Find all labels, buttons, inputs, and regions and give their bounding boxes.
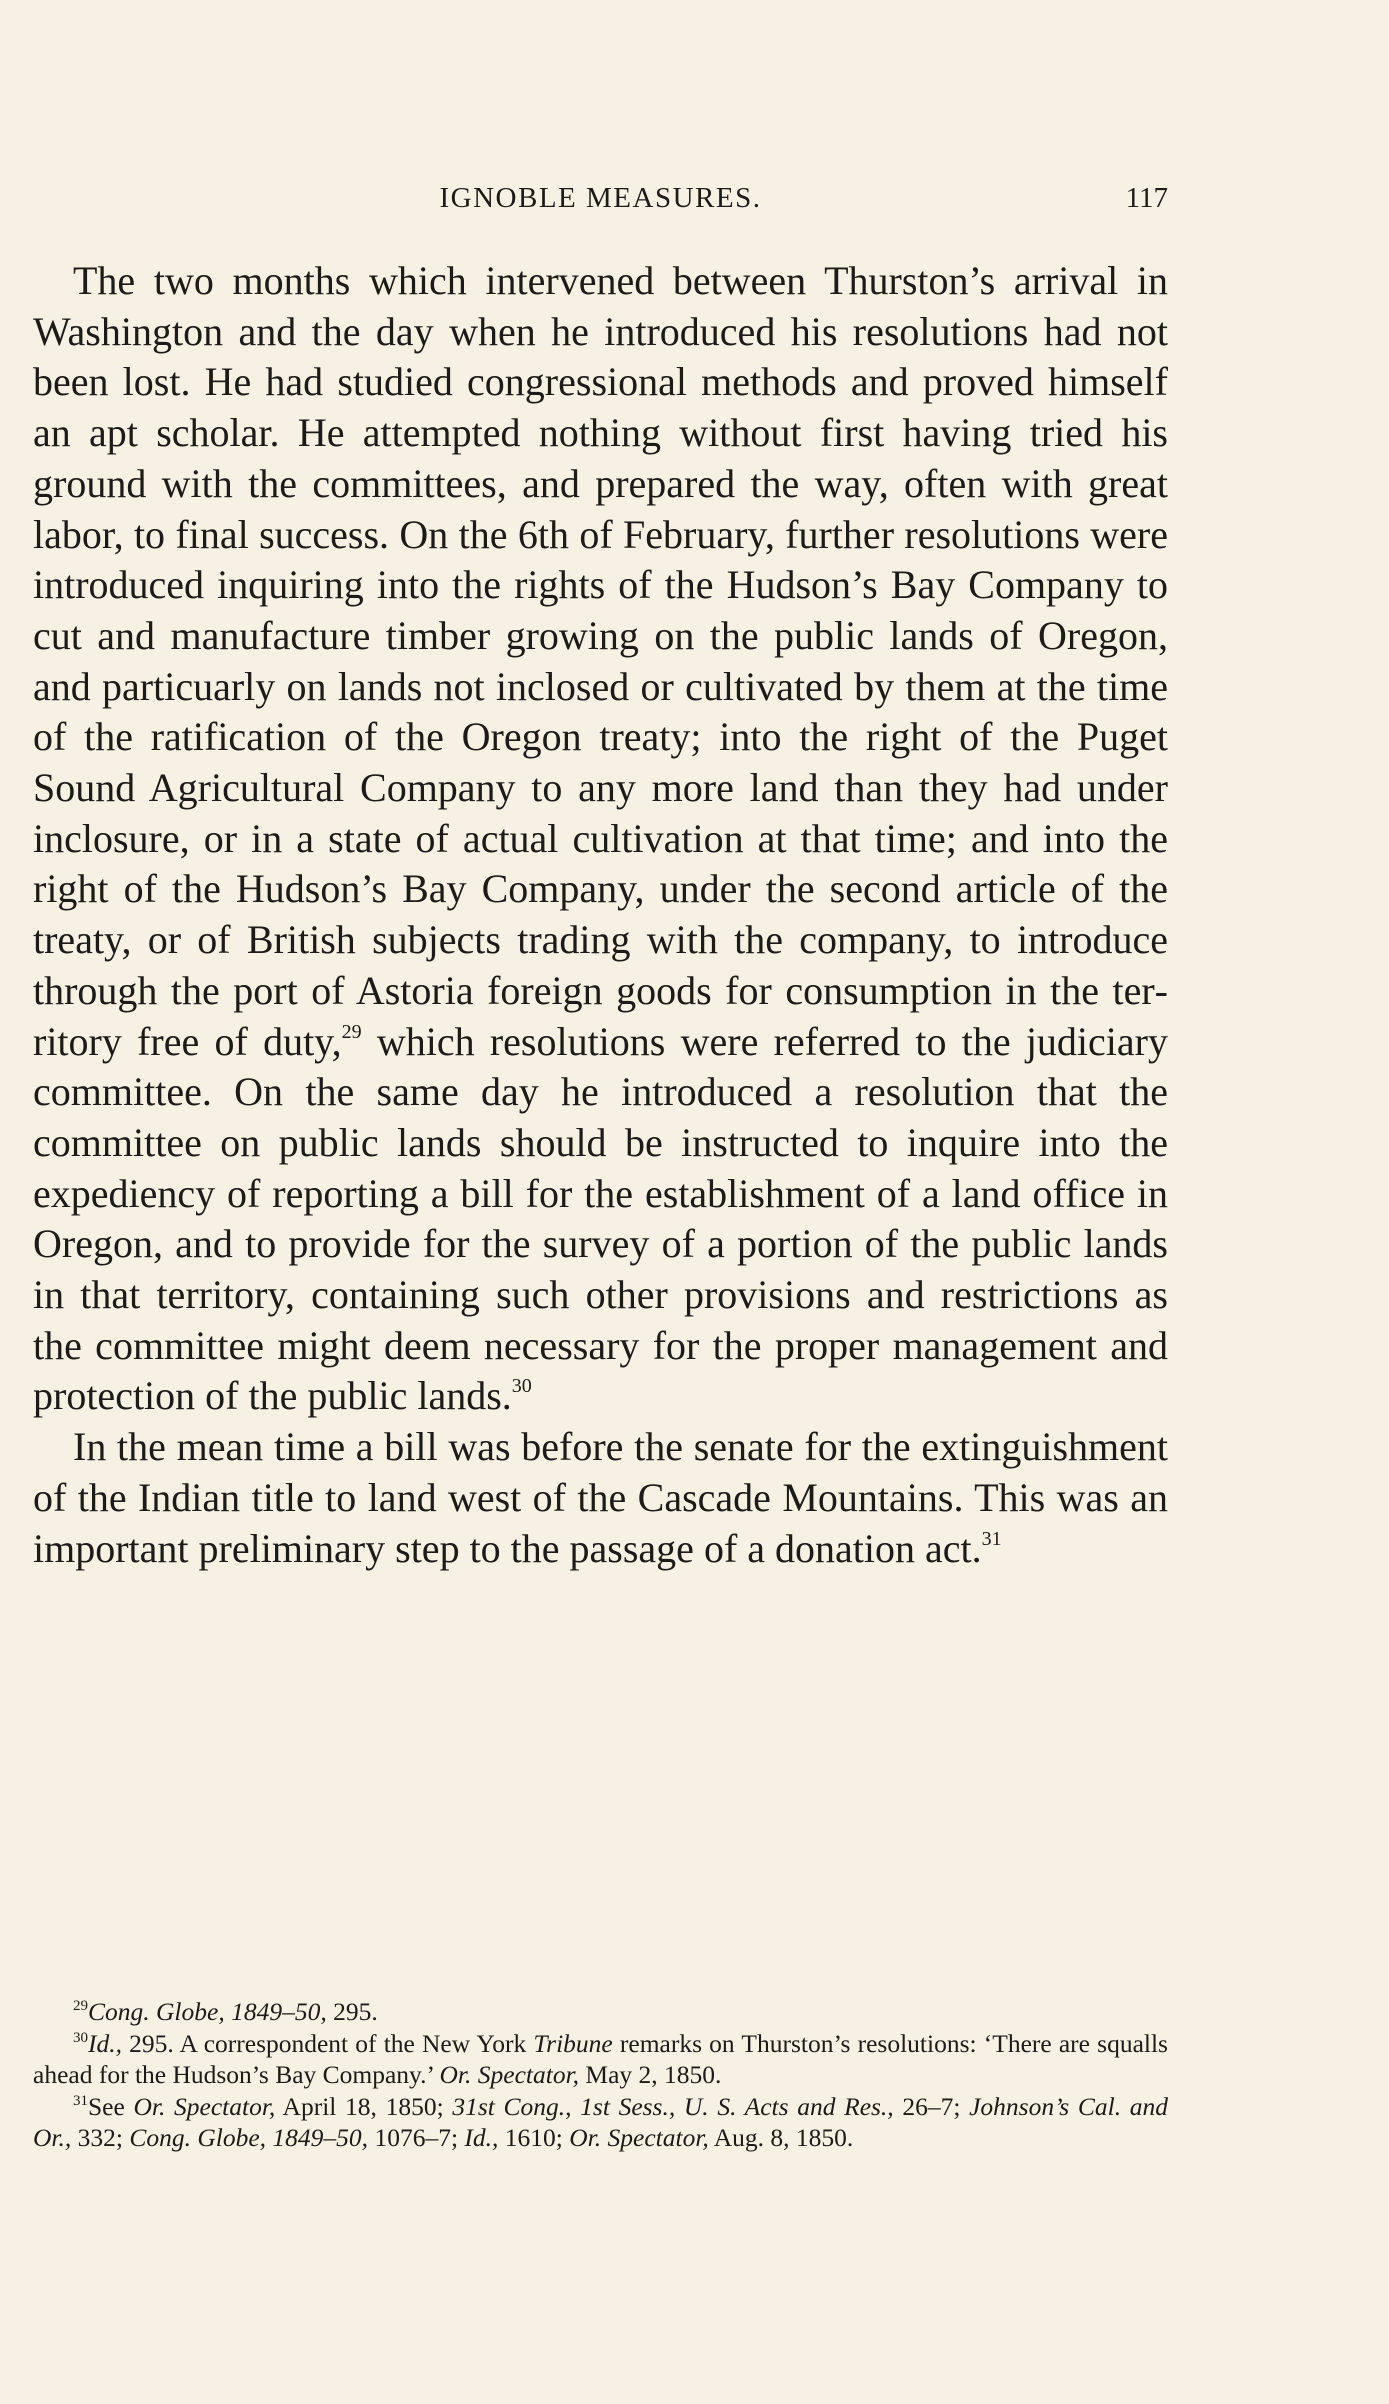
page-number: 117 <box>1125 182 1168 214</box>
running-title: IGNOBLE MEASURES. <box>439 182 762 214</box>
footnote-text: Aug. 8, 1850. <box>708 2123 854 2152</box>
paragraph-1 <box>33 256 1168 1422</box>
paragraph-2-text: In the mean time a bill was before the senate for the extinguishment of the Indian title to land west of the Cascade Mountains. This was an important preliminary step to the passage of a donation act. <box>33 1424 1168 1571</box>
footnote-text: 295. A correspondent of the New York <box>122 2028 534 2058</box>
citation-title: Or. Spectator, <box>439 2060 580 2089</box>
paragraph-1-text-b: which resolutions were referred to the judiciary committee. On the same day he introduced a resolution that the committee on public lands should be instructed to inquire into the expediency of reporting a bill for the establishment of a land office in Oregon, and to provide for the survey of a portion of the public lands in that territory, containing such other provisions and restrictions as the committee might deem necessary for the proper management and protection of the public lands. <box>33 1018 1168 1419</box>
citation-title: Or. Spectator, <box>569 2123 709 2152</box>
citation-title: Tribune <box>533 2028 613 2058</box>
paragraph-2 <box>33 1422 1168 1574</box>
footnote-ref-31: 31 <box>981 1527 1002 1550</box>
citation-title: 31st Cong., 1st Sess., U. S. Acts and Res., <box>452 2091 894 2121</box>
footnotes <box>33 1996 1168 2154</box>
citation-title: Cong. Globe, 1849–50, <box>88 1997 327 2026</box>
footnote-ref-29: 29 <box>341 1020 362 1043</box>
footnote-text: April 18, 1850; <box>275 2091 453 2121</box>
footnote-text: 26–7; <box>893 2091 970 2121</box>
footnote-29 <box>33 1996 1168 2028</box>
footnote-text: See <box>88 2091 134 2121</box>
footnote-text: 332; <box>71 2123 130 2152</box>
footnote-number: 30 <box>73 2029 88 2046</box>
citation-title: Johnson’s Cal. and Or., <box>33 2091 1168 2152</box>
running-head <box>33 182 1168 226</box>
footnote-30 <box>33 2028 1168 2091</box>
main-text <box>33 256 1168 1574</box>
footnote-31 <box>33 2091 1168 2154</box>
citation-title: Or. Spectator, <box>133 2091 276 2121</box>
paragraph-1-text-a: The two months which intervened between Thurston’s arrival in Washington and the day when he introduced his resolutions had not been lost. He had studied congressional methods and proved himself an apt scholar. He attempted nothing without first having tried his ground with the committees, and prepared the way, often with great labor, to final success. On the 6th of February, further resolutions were introduced inquiring into the rights of the Hudson’s Bay Company to cut and manufacture timber growing on the public lands of Oregon, and particuarly on lands not inclosed or cultivated by them at the time of the ratification of the Oregon treaty; into the right of the Puget Sound Agricultural Company to any more land than they had under inclosure, or in a state of actual cultivation at that time; and into the right of the Hudson’s Bay Company, under the second article of the treaty, or of British subjects trading with the company, to introduce through the port of Astoria foreign goods for consumption in the territory free of duty, <box>33 258 1168 1064</box>
footnote-text: May 2, 1850. <box>579 2060 722 2089</box>
footnote-number: 31 <box>73 2092 88 2109</box>
footnote-text: remarks on Thurston’s resolutions: ‘There are squalls ahead for the Hudson’s Bay Company.’ <box>33 2028 1168 2089</box>
footnote-number: 29 <box>73 1998 88 2014</box>
citation-title: Cong. Globe, 1849–50, <box>129 2123 369 2152</box>
citation-title: Id., <box>464 2123 499 2152</box>
footnote-text: 1076–7; <box>368 2123 465 2152</box>
citation-title: Id., <box>88 2028 122 2058</box>
footnote-ref-30: 30 <box>511 1375 532 1398</box>
footnote-text: 1610; <box>498 2123 570 2152</box>
footnote-text: 295. <box>326 1997 378 2026</box>
